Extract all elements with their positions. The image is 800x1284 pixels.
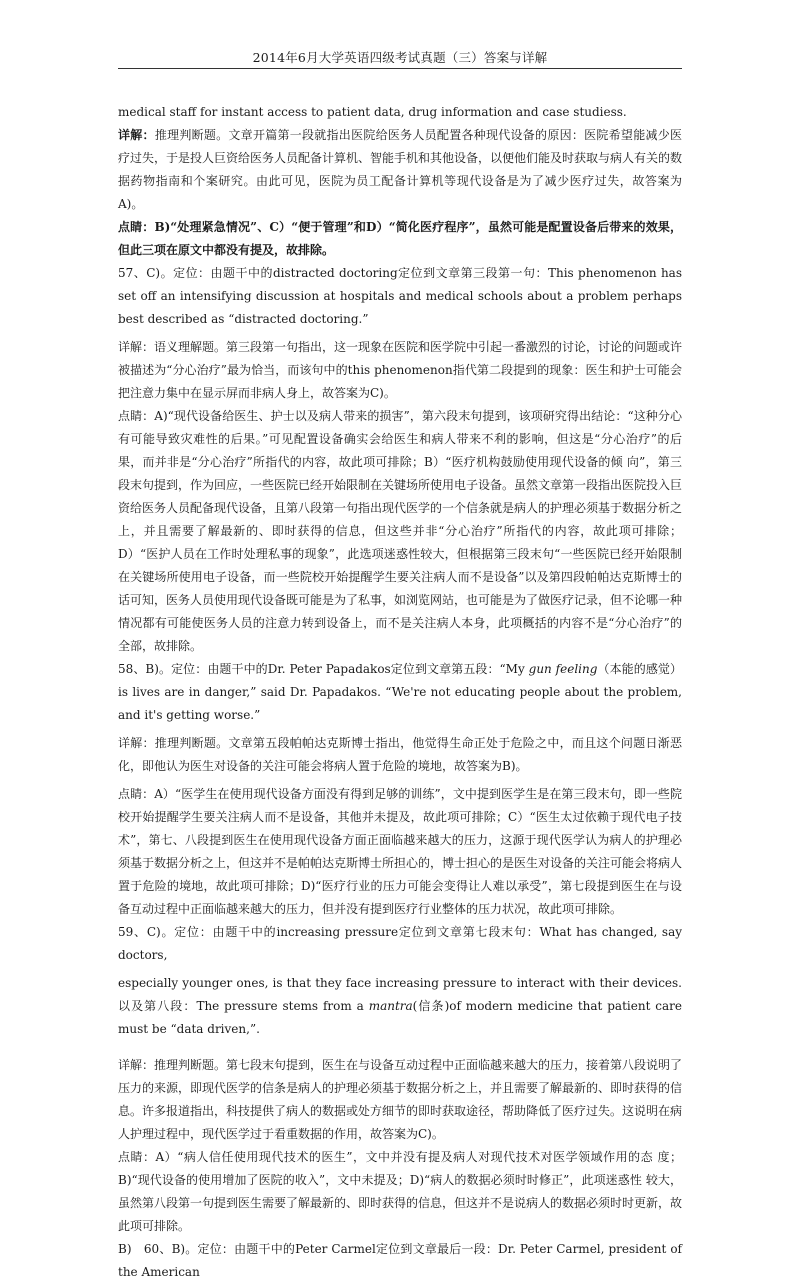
paragraph-9: 点睛：A）“医学生在使用现代设备方面没有得到足够的训练”，文中提到医学生是在第三段末句，即一些院校开始提醒学生要关注病人而不是设备，其他并未提及，故此项可排除；C）“医生太过依赖于现代电子技术”，第七、八段提到医生在使用现代设备方面正面临越来越大的压力，这源于现代医学认为病人的护理必须基于数据分析之上，但这并不是帕帕达克斯博士所担心的，博士担心的是医生对设备的关注可能会将病人置于危险的境地，故此项可排除；D)“医疗行业的压力可能会变得让人难以承受”，第七段提到医生在与设备互动过程中正面临越来越大的压力，但并没有提到医疗行业整体的压力状况，故此项可排除。 — [118, 787, 683, 916]
paragraph-10: 59、C)。定位：由题干中的increasing pressure定位到文章第七段末句：What has changed, say doctors, — [118, 925, 682, 962]
paragraph-3-text: B)“处理紧急情况”、C）“便于管理”和D）“简化医疗程序”，虽然可能是配置设备后带来的效果，但此三项在原文中都没有提及，故排除。 — [118, 220, 682, 257]
paragraph-11-text: especially younger ones, is that they face increasing pressure to interact with their devices.以及第八段：The pressure stems from a — [118, 976, 682, 1013]
paragraph-13: 点睛：A）“病人信任使用现代技术的医生”，文中并没有提及病人对现代技术对医学领域作用的态 度；B)“现代设备的使用增加了医院的收入”，文中未提及；D)“病人的数据必须时时修正”，此项迷惑性 较大，虽然第八段第一句提到医生需要了解最新的、即时获得的信息，但这并不是说病人的数据必须时时更新，故此项可排除。 — [118, 1150, 683, 1233]
paragraph-6: 点睛：A)“现代设备给医生、护士以及病人带来的损害”，第六段末句提到，该项研究得出结论：“这种分心有可能导致灾难性的后果。”可见配置设备确实会给医生和病人带来不利的影响，但这是“分心治疗”的后果，而并非是“分心治疗”所指代的内容，故此项可排除；B）“医疗机构鼓励使用现代设备的倾 向”，第三段末句提到，作为回应，一些医院已经开始限制在关键场所使用电子设备。虽然文章第一段指出医院投入巨资给医务人员配备现代设备，且第八段第一句指出现代医学的一个信条就是病人的护理必须基于数据分析之上，并且需要了解最新的、即时获得的信息，但这些并非“分心治疗”所指代的内容，故此项可排除；D）“医护人员在工作时处理私事的现象”，此选项迷惑性较大，但根据第三段末句“一些医院已经开始限制在关键场所使用电子设备，而一些院校开始提醒学生要关注病人而不是设备”以及第四段帕帕达克斯博士的话可知，医务人员使用现代设备既可能是为了私事，如浏览网站，也可能是为了做医疗记录，但不论哪一种情况都有可能使医务人员的注意力转到设备上，而不是关注病人本身，此项概括的内容不是“分心治疗”的全部，故排除。 — [118, 409, 683, 653]
hint-label: 点睛： — [118, 220, 155, 234]
paragraph-11-italic: mantra — [368, 999, 413, 1013]
paragraph-11-text-c: (信条)of modern medicine that patient care must be “data driven,”. — [118, 999, 682, 1036]
detail-label: 详解： — [118, 128, 155, 142]
paragraph-1: medical staff for instant access to patient data, drug information and case studiess. — [118, 105, 627, 119]
paragraph-11 — [118, 972, 682, 1041]
paragraph-3 — [118, 216, 682, 262]
page-header-title: 2014年6月大学英语四级考试真题（三）答案与详解 — [252, 50, 548, 65]
paragraph-4: 57、C)。定位：由题干中的distracted doctoring定位到文章第三段第一句：This phenomenon has set off an intensifying discussion at hospitals and medical schools about a problem perhaps best described as “distracted doctoring.” — [118, 266, 682, 326]
paragraph-2-text: 推理判断题。文章开篇第一段就指出医院给医务人员配置各种现代设备的原因：医院希望能减少医疗过失，于是投人巨资给医务人员配备计算机、智能手机和其他设备，以便他们能及时获取与病人有关的数据药物指南和个案研究。由此可见，医院为员工配备计算机等现代设备是为了减少医疗过失，故答案为A)。 — [118, 128, 683, 211]
paragraph-7-text-a: 58、B)。定位：由题干中的Dr. Peter Papadakos定位到文章第五段：“My — [118, 662, 529, 676]
paragraph-12: 详解：推理判断题。第七段末句提到，医生在与设备互动过程中正面临越来越大的压力，接着第八段说明了压力的来源，即现代医学的信条是病人的护理必须基于数据分析之上，并且需要了解最新的、即时获得的信息。许多报道指出，科技提供了病人的数据或处方细节的即时获取途径，帮助降低了医疗过失。这说明在病人护理过程中，现代医学过于看重数据的作用，故答案为C)。 — [118, 1058, 683, 1141]
document-body — [118, 96, 682, 1284]
paragraph-5: 详解：语义理解题。第三段第一句指出，这一现象在医院和医学院中引起一番激烈的讨论，讨论的问题或许被描述为“分心治疗”最为恰当，而该句中的this phenomenon指代第二段提到的现象：医生和护士可能会把注意力集中在显示屏而非病人身上，故答案为C)。 — [118, 340, 683, 400]
paragraph-7-text-c: （本能的感觉）is lives are in danger,” said Dr. Papadakos. “We're not educating people about the problem, and it's getting worse.” — [118, 662, 682, 722]
header-divider — [118, 68, 682, 69]
paragraph-7 — [118, 658, 682, 727]
paragraph-8: 详解：推理判断题。文章第五段帕帕达克斯博士指出，他觉得生命正处于危险之中，而且这个问题日渐恶化，即他认为医生对设备的关注可能会将病人置于危险的境地，故答案为B)。 — [118, 736, 682, 773]
paragraph-2 — [118, 124, 682, 216]
paragraph-7-italic: gun feeling — [528, 662, 598, 676]
paragraph-14: B) 60、B)。定位：由题干中的Peter Carmel定位到文章最后一段：Dr. Peter Carmel, president of the American — [118, 1242, 682, 1279]
